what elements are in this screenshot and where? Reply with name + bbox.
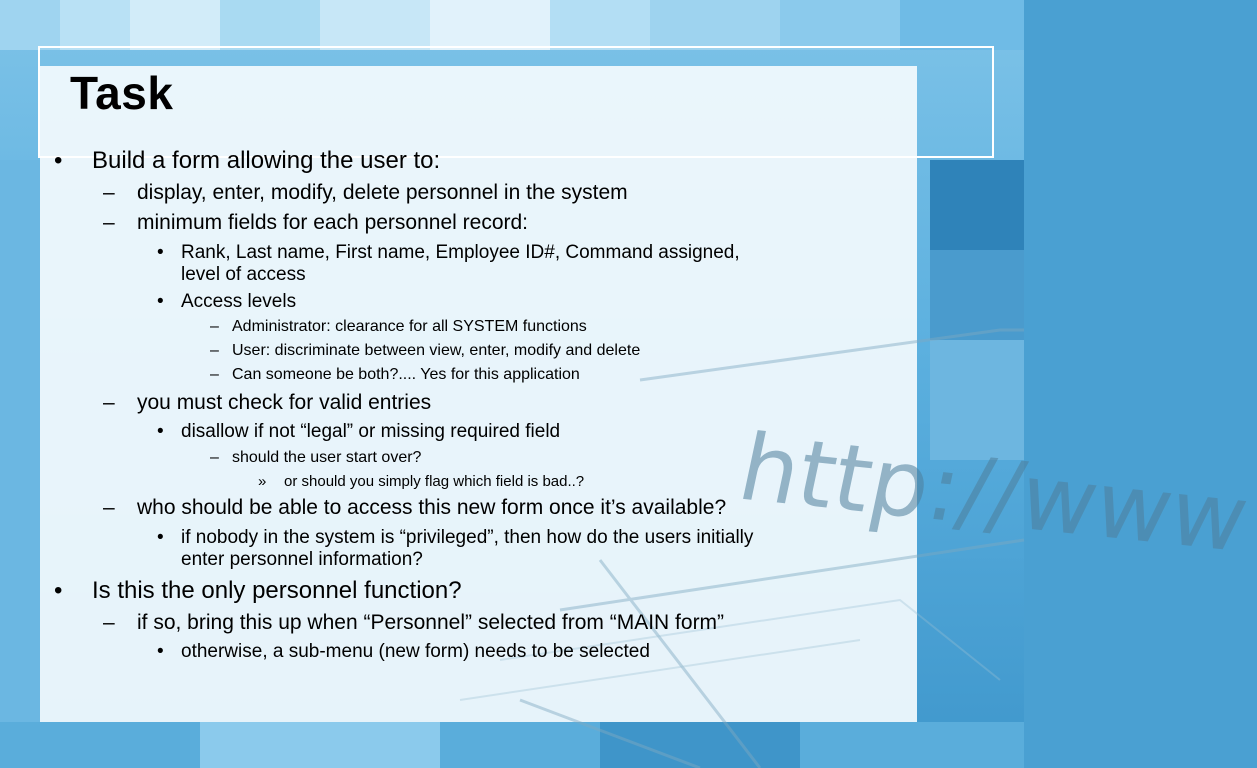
list-item-text: if nobody in the system is “privileged”, then how do the users initially xyxy=(181,527,754,548)
list-item-text: Is this the only personnel function? xyxy=(92,577,462,604)
bullet-marker: » xyxy=(258,473,267,490)
bullet-marker: – xyxy=(103,391,115,414)
bullet-marker: – xyxy=(210,449,219,466)
bullet-marker: • xyxy=(157,291,164,312)
list-item-text: disallow if not “legal” or missing required field xyxy=(181,421,561,442)
list-item xyxy=(258,473,585,490)
bullet-marker: • xyxy=(54,577,63,604)
bullet-marker: – xyxy=(210,318,219,335)
list-item xyxy=(157,291,297,313)
list-item-text: User: discriminate between view, enter, modify and delete xyxy=(232,342,641,359)
list-item-text: who should be able to access this new form once it’s available? xyxy=(137,496,727,519)
list-item xyxy=(210,366,580,384)
bullet-marker: – xyxy=(103,611,115,634)
url-watermark: http://www xyxy=(730,414,1257,573)
list-item xyxy=(103,496,727,520)
list-item-text: Build a form allowing the user to: xyxy=(92,147,441,174)
bullet-marker: – xyxy=(103,496,115,519)
bullet-marker: – xyxy=(210,342,219,359)
list-item-text: Can someone be both?.... Yes for this application xyxy=(232,366,580,383)
bullet-marker: • xyxy=(157,242,164,263)
list-item-text: you must check for valid entries xyxy=(137,391,432,414)
list-item xyxy=(157,641,650,663)
bullet-marker: • xyxy=(157,527,164,548)
list-item-text: display, enter, modify, delete personnel in the system xyxy=(137,181,628,204)
list-item xyxy=(54,147,441,175)
list-item-text: level of access xyxy=(181,264,306,285)
list-item xyxy=(210,342,641,360)
bullet-marker: • xyxy=(157,421,164,442)
list-item xyxy=(210,318,587,336)
list-item-text: Access levels xyxy=(181,291,297,312)
list-item-text: enter personnel information? xyxy=(181,549,423,570)
bullet-marker: – xyxy=(103,211,115,234)
bullet-marker: – xyxy=(210,366,219,383)
list-item-text: if so, bring this up when “Personnel” selected from “MAIN form” xyxy=(137,611,725,634)
list-item-text: Administrator: clearance for all SYSTEM functions xyxy=(232,318,587,335)
bullet-marker: – xyxy=(103,181,115,204)
list-item xyxy=(103,611,725,635)
list-item xyxy=(157,527,754,571)
list-item xyxy=(54,577,462,605)
list-item-text: or should you simply flag which field is bad..? xyxy=(284,473,585,490)
bullet-marker: • xyxy=(54,147,63,174)
bullet-marker: • xyxy=(157,641,164,662)
list-item xyxy=(103,211,529,235)
list-item xyxy=(157,242,740,286)
list-item-text: minimum fields for each personnel record: xyxy=(137,211,529,234)
list-item-text: should the user start over? xyxy=(232,449,422,466)
list-item xyxy=(157,421,561,443)
list-item xyxy=(103,391,432,415)
list-item-text: Rank, Last name, First name, Employee ID#, Command assigned, xyxy=(181,242,740,263)
slide-title: Task xyxy=(70,67,174,119)
list-item xyxy=(210,449,422,467)
list-item-text: otherwise, a sub-menu (new form) needs to be selected xyxy=(181,641,650,662)
list-item xyxy=(103,181,628,205)
